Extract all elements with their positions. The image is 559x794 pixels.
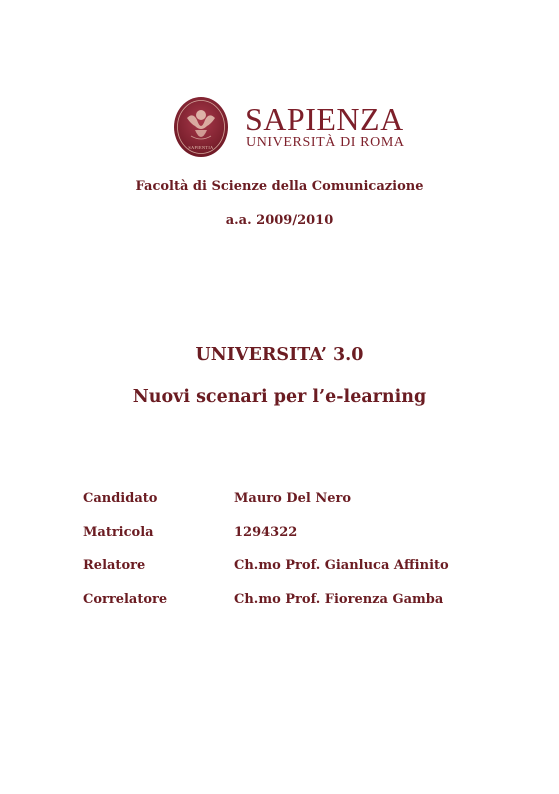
info-label: Relatore — [83, 558, 146, 573]
info-value: Ch.mo Prof. Gianluca Affinito — [234, 558, 449, 573]
university-subtitle: UNIVERSITÀ DI ROMA — [246, 135, 405, 150]
seal-text: SAPIENTIA — [188, 145, 214, 150]
thesis-title-line-1: UNIVERSITA’ 3.0 — [195, 345, 364, 365]
thesis-title-line-2: Nuovi scenari per l’e-learning — [132, 387, 427, 407]
academic-year: a.a. 2009/2010 — [225, 213, 334, 228]
faculty-name: Facoltà di Scienze della Comunicazione — [135, 179, 424, 194]
info-label: Matricola — [83, 524, 154, 540]
university-seal-icon — [173, 96, 229, 158]
university-name: SAPIENZA — [245, 101, 404, 137]
university-logo — [173, 96, 405, 162]
info-label: Correlatore — [83, 591, 168, 607]
info-label: Candidato — [83, 491, 158, 506]
info-value: Mauro Del Nero — [234, 491, 351, 506]
info-value: 1294322 — [234, 524, 298, 540]
info-value: Ch.mo Prof. Fiorenza Gamba — [234, 591, 444, 607]
